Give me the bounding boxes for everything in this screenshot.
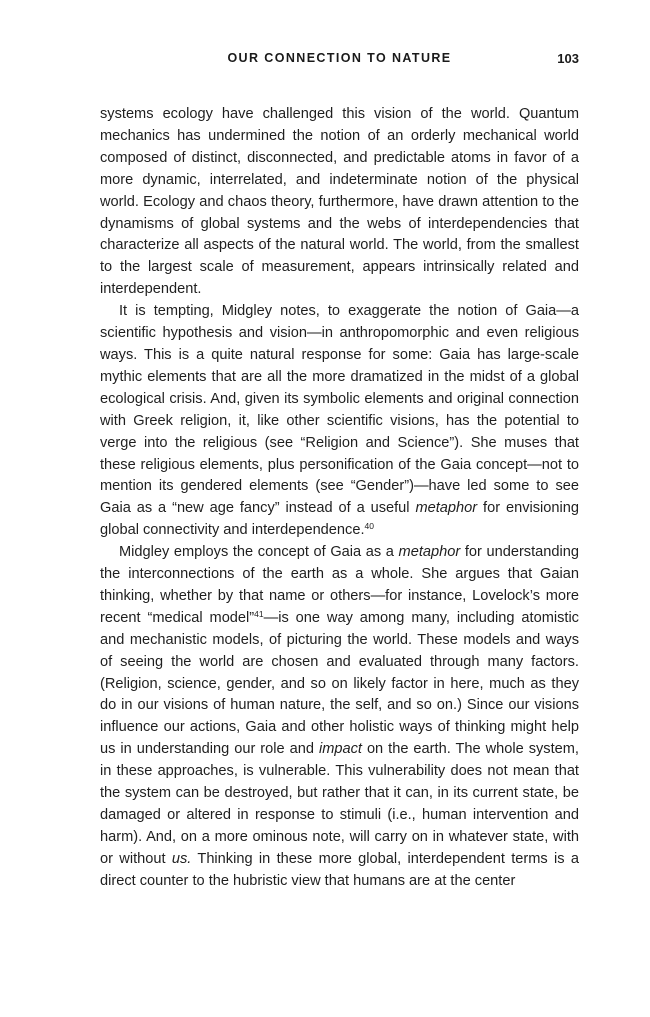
endnote-ref-41: 41 xyxy=(254,608,264,619)
paragraph-3-text-d: on the earth. The whole system, in these approaches, is vulnerable. This vulnerability does not mean that the system can be destroyed, but rather that it can, in its current state, be damaged or altered in response to stimuli (i.e., human intervention and harm). And, on a more ominous note, will carry on in whatever state, with or without xyxy=(100,741,579,867)
paragraph-2-text-a: It is tempting, Midgley notes, to exaggerate the notion of Gaia—a scientific hypothesis and vision—in anthropomorphic and even religious ways. This is a quite natural response for some: Gaia has large-scale mythic elements that are all the more dramatized in the midst of a global ecological crisis. And, given its symbolic elements and original connection with Greek religion, it, like other scientific visions, has the potential to verge into the religious (see “Religion and Science”). She muses that these religious elements, plus personification of the Gaia concept—not to mention its gendered elements (see “Gender”)—have led some to see Gaia as a “new age fancy” instead of a useful xyxy=(100,303,579,517)
paragraph-3-text-c: —is one way among many, including atomistic and mechanistic models, of picturing the world. These models and ways of seeing the world are chosen and evaluated through many factors. (Religion, science, gender, and so on likely factor in here, much as they do in our visions of human nature, the self, and so on.) Since our visions influence our actions, Gaia and other holistic ways of thinking might help us in understanding our role and xyxy=(100,609,579,758)
running-head xyxy=(100,51,579,71)
paragraph-1: systems ecology have challenged this vision of the world. Quantum mechanics has undermined the notion of an orderly mechanical world composed of distinct, disconnected, and predictable atoms in favor of a more dynamic, interrelated, and indeterminate notion of the physical world. Ecology and chaos theory, furthermore, have drawn attention to the dynamisms of global systems and the webs of interdependencies that characterize all aspects of the natural world. The world, from the smallest to the largest scale of measurement, appears intrinsically related and interdependent. xyxy=(100,106,579,298)
paragraph-3-text-b: for understanding the interconnections of the earth as a whole. She argues that Gaian thinking, whether by that name or others—for instance, Lovelock’s more recent “medical model” xyxy=(100,544,579,626)
emphasis-metaphor: metaphor xyxy=(415,500,478,517)
page-number: 103 xyxy=(557,51,579,66)
paragraph-2-text-b: for envisioning global connectivity and interdependence. xyxy=(100,500,579,539)
endnote-ref-40: 40 xyxy=(364,521,374,532)
emphasis-impact: impact xyxy=(318,741,362,758)
emphasis-us: us. xyxy=(171,850,192,867)
body-text xyxy=(100,104,579,893)
paragraph-3 xyxy=(100,542,579,893)
emphasis-metaphor: metaphor xyxy=(398,544,461,561)
running-title: OUR CONNECTION TO NATURE xyxy=(227,51,452,65)
paragraph-3-text-e: Thinking in these more global, interdependent terms is a direct counter to the hubristic view that humans are at the center xyxy=(100,850,580,889)
paragraph-2 xyxy=(100,301,579,542)
paragraph-3-text-a: Midgley employs the concept of Gaia as a xyxy=(119,544,399,561)
